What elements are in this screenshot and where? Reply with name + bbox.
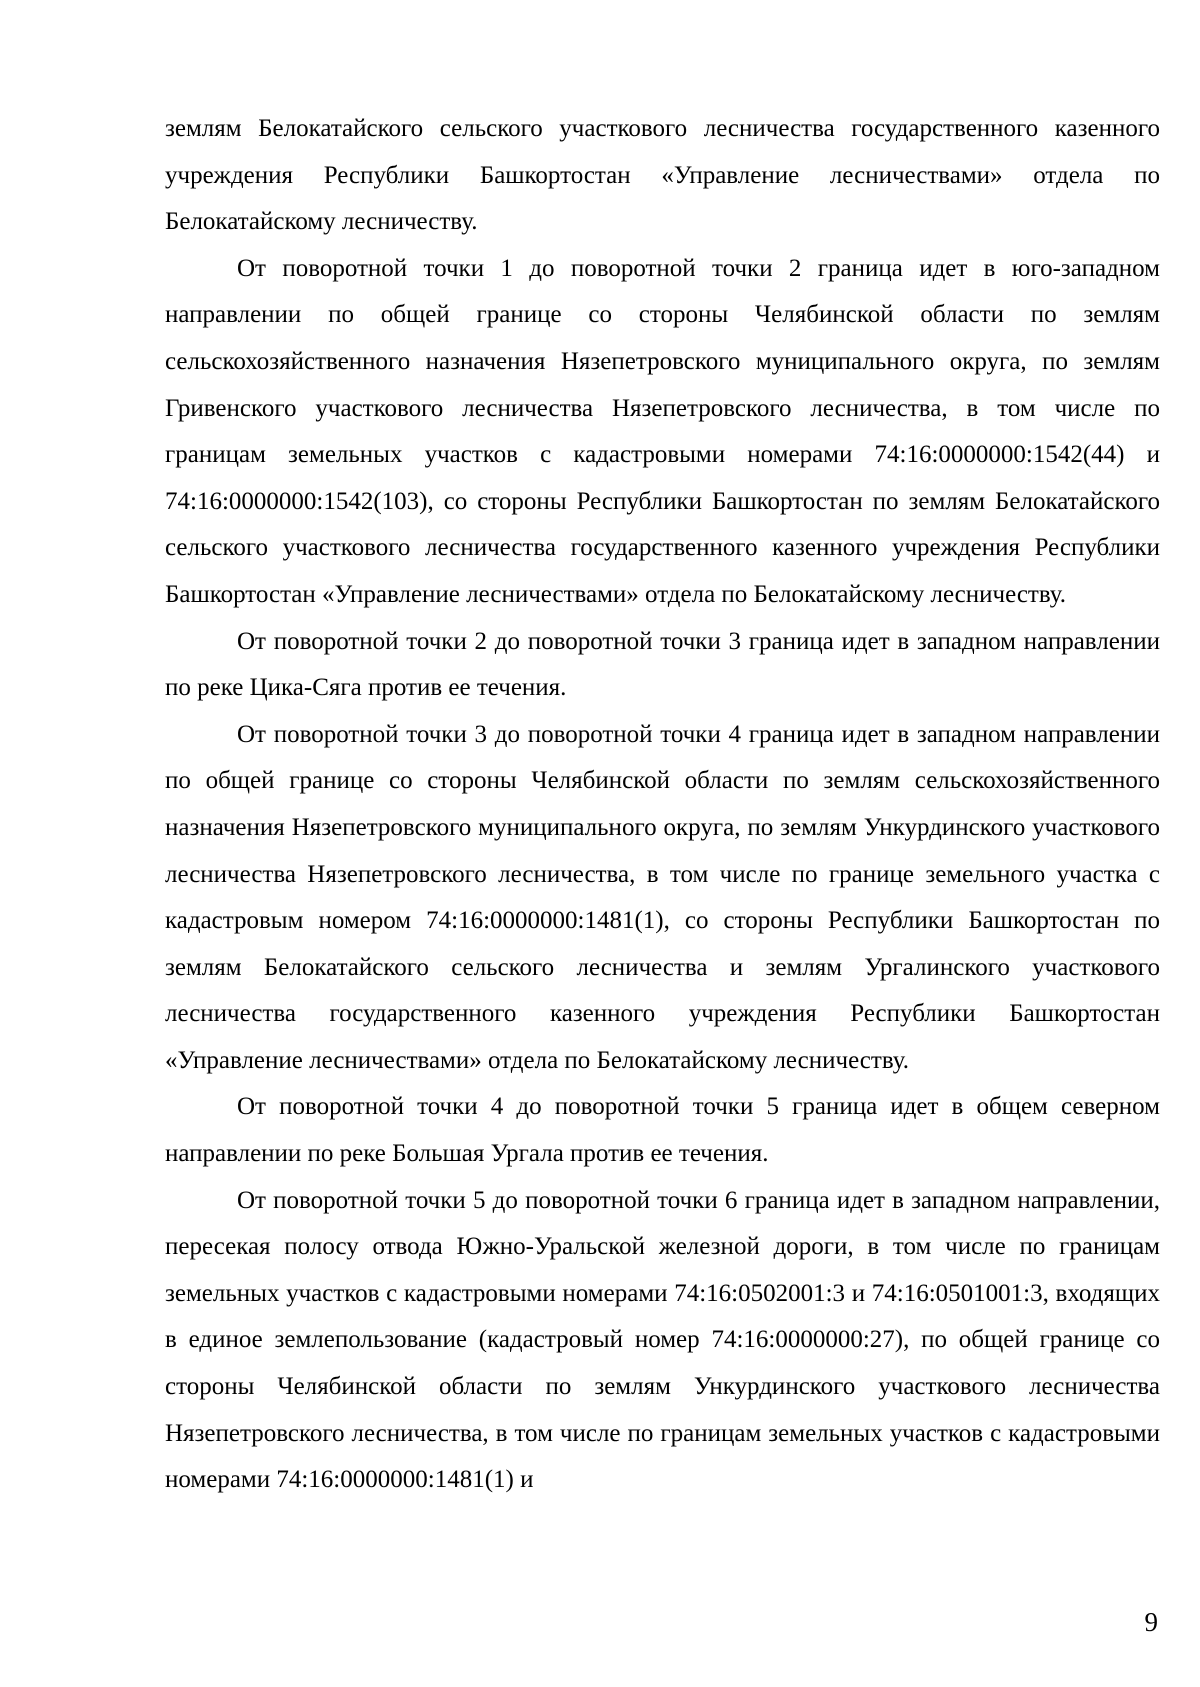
- paragraph-continuation: землям Белокатайского сельского участкового лесничества государственного казенного учреждения Республики Башкортостан «Управление лесничествами» отдела по Белокатайскому лесничеству.: [165, 115, 1160, 236]
- paragraph-point-1-2: От поворотной точки 1 до поворотной точки 2 граница идет в юго-западном направлении по общей границе со стороны Челябинской области по землям сельскохозяйственного назначения Нязепетровского муниципального округа, по землям Гривенского участкового лесничества Нязепетровского лесничества, в том числе по границам земельных участков с кадастровыми номерами 74:16:0000000:1542(44) и 74:16:0000000:1542(103), со стороны Республики Башкортостан по землям Белокатайского сельского участкового лесничества государственного казенного учреждения Республики Башкортостан «Управление лесничествами» отдела по Белокатайскому лесничеству.: [165, 254, 1160, 608]
- paragraph-point-2-3: От поворотной точки 2 до поворотной точки 3 граница идет в западном направлении по реке Цика-Сяга против ее течения.: [165, 627, 1160, 702]
- paragraph-point-3-4: От поворотной точки 3 до поворотной точки 4 граница идет в западном направлении по общей границе со стороны Челябинской области по землям сельскохозяйственного назначения Нязепетровского муниципального округа, по землям Ункурдинского участкового лесничества Нязепетровского лесничества, в том числе по границе земельного участка с кадастровым номером 74:16:0000000:1481(1), со стороны Республики Башкортостан по землям Белокатайского сельского лесничества и землям Ургалинского участкового лесничества государственного казенного учреждения Республики Башкортостан «Управление лесничествами» отдела по Белокатайскому лесничеству.: [165, 720, 1160, 1074]
- body-text: [165, 106, 1160, 1504]
- paragraph-point-4-5: От поворотной точки 4 до поворотной точки 5 граница идет в общем северном направлении по реке Большая Ургала против ее течения.: [165, 1093, 1160, 1168]
- page-number: 9: [1144, 1607, 1158, 1637]
- paragraph-point-5-6: От поворотной точки 5 до поворотной точки 6 граница идет в западном направлении, пересекая полосу отвода Южно-Уральской железной дороги, в том числе по границам земельных участков с кадастровыми номерами 74:16:0502001:3 и 74:16:0501001:3, входящих в единое землепользование (кадастровый номер 74:16:0000000:27), по общей границе со стороны Челябинской области по землям Ункурдинского участкового лесничества Нязепетровского лесничества, в том числе по границам земельных участков с кадастровыми номерами 74:16:0000000:1481(1) и: [165, 1186, 1160, 1494]
